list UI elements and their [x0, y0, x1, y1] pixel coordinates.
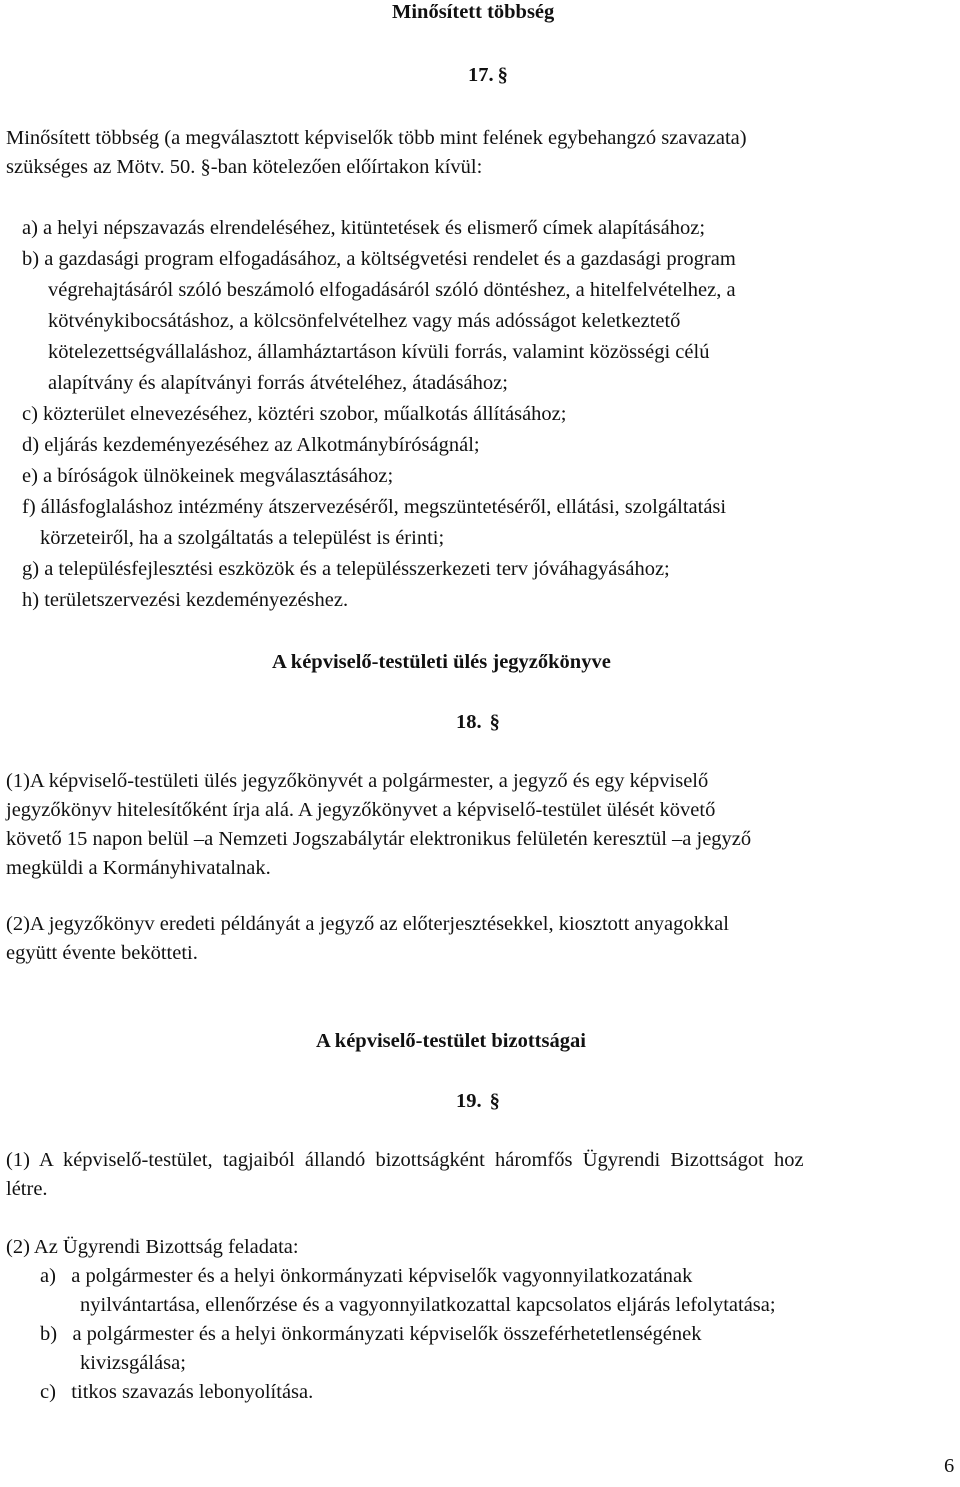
section-sign: §	[489, 711, 500, 733]
section-heading-jegyzokonyv: A képviselő-testületi ülés jegyzőkönyve	[272, 651, 611, 673]
paragraph-number: 18.	[456, 711, 482, 733]
para17-item-e: e) a bíróságok ülnökeinek megválasztásához;	[22, 465, 394, 487]
para17-item-c: c) közterület elnevezéséhez, köztéri szobor, műalkotás állításához;	[22, 403, 567, 425]
section-sign: §	[497, 64, 508, 86]
paragraph-number-18	[456, 708, 500, 737]
para17-intro-line-2: szükséges az Mötv. 50. §-ban kötelezően előírtakon kívül:	[6, 156, 483, 178]
para19-line-1: (1) A képviselő-testület, tagjaiból állandó bizottságként háromfős Ügyrendi Bizottságot hoz	[6, 1149, 804, 1171]
para17-item-f: f) állásfoglaláshoz intézmény átszervezéséről, megszüntetéséről, ellátási, szolgáltatási	[22, 496, 727, 518]
para18-line-3: követő 15 napon belül –a Nemzeti Jogszabálytár elektronikus felületén keresztül –a jegyző	[6, 828, 752, 850]
para19-item-b-cont: kivizsgálása;	[80, 1352, 186, 1374]
section-heading-bizottsagai: A képviselő-testület bizottságai	[316, 1030, 586, 1052]
para19-line-2: létre.	[6, 1178, 48, 1200]
para17-item-d: d) eljárás kezdeményezéséhez az Alkotmánybíróságnál;	[22, 434, 480, 456]
section-sign: §	[489, 1090, 500, 1112]
para19-item-a-cont: nyilvántartása, ellenőrzése és a vagyonnyilatkozattal kapcsolatos eljárás lefolytatása;	[80, 1294, 776, 1316]
para19-item-a: a) a polgármester és a helyi önkormányzati képviselők vagyonnyilatkozatának	[40, 1265, 693, 1287]
para17-intro-line-1: Minősített többség (a megválasztott képviselők több mint felének egybehangzó szavazata)	[6, 127, 747, 149]
para18-line-2: jegyzőkönyv hitelesítőként írja alá. A jegyzőkönyvet a képviselő-testület ülését követő	[6, 799, 716, 821]
para18-line-4: megküldi a Kormányhivatalnak.	[6, 857, 271, 879]
paragraph-number: 17.	[468, 64, 494, 86]
para17-item-f-cont: körzeteiről, ha a szolgáltatás a települést is érinti;	[40, 527, 445, 549]
para17-item-b-cont-1: végrehajtásáról szóló beszámoló elfogadásáról szóló döntéshez, a hitelfelvételhez, a	[48, 279, 736, 301]
para17-item-b-cont-2: kötvénykibocsátáshoz, a kölcsönfelvételhez vagy más adósságot keletkeztető	[48, 310, 681, 332]
para17-item-b-cont-3: kötelezettségvállaláshoz, államháztartáson kívüli forrás, valamint közösségi célú	[48, 341, 710, 363]
para17-item-a: a) a helyi népszavazás elrendeléséhez, kitüntetések és elismerő címek alapításához;	[22, 217, 706, 239]
para17-item-b: b) a gazdasági program elfogadásához, a költségvetési rendelet és a gazdasági program	[22, 248, 736, 270]
para19-item-b: b) a polgármester és a helyi önkormányzati képviselők összeférhetetlenségének	[40, 1323, 702, 1345]
para18-line-5: (2)A jegyzőkönyv eredeti példányát a jegyző az előterjesztésekkel, kiosztott anyagokkal	[6, 913, 729, 935]
para17-item-h: h) területszervezési kezdeményezéshez.	[22, 589, 349, 611]
paragraph-number-19	[456, 1087, 500, 1116]
para19-item-c: c) titkos szavazás lebonyolítása.	[40, 1381, 314, 1403]
para17-item-g: g) a településfejlesztési eszközök és a településszerkezeti terv jóváhagyásához;	[22, 558, 670, 580]
paragraph-number-17	[468, 61, 508, 90]
para19-line-3: (2) Az Ügyrendi Bizottság feladata:	[6, 1236, 299, 1258]
para17-item-b-cont-4: alapítvány és alapítványi forrás átvételéhez, átadásához;	[48, 372, 508, 394]
section-heading-minositett-tobbseg: Minősített többség	[392, 1, 555, 23]
page-number: 6	[944, 1455, 955, 1477]
paragraph-number: 19.	[456, 1090, 482, 1112]
para18-line-1: (1)A képviselő-testületi ülés jegyzőkönyvét a polgármester, a jegyző és egy képviselő	[6, 770, 709, 792]
para18-line-6: együtt évente bekötteti.	[6, 942, 198, 964]
